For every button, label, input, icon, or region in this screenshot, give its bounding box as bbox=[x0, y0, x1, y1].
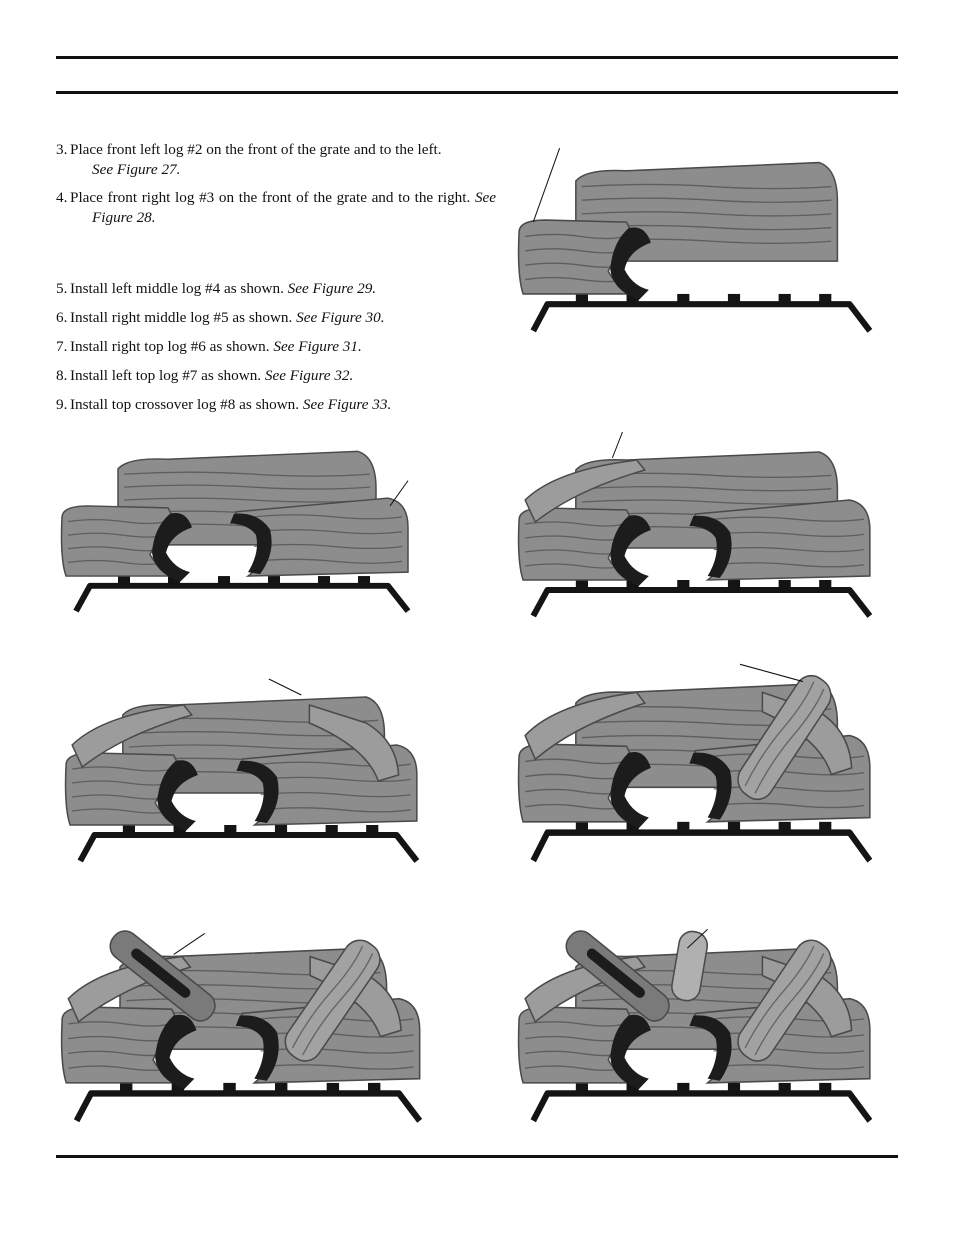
log-set-illustration bbox=[515, 430, 880, 620]
figure-reference: See Figure 33. bbox=[302, 396, 392, 413]
header-rule-top bbox=[56, 56, 898, 59]
step-number: 7. bbox=[56, 338, 68, 355]
log-set-illustration bbox=[58, 430, 418, 615]
leader-line bbox=[533, 148, 559, 222]
log-set-illustration bbox=[515, 140, 880, 335]
grate bbox=[533, 294, 870, 331]
figure-32-log-set bbox=[58, 925, 430, 1125]
leader-line bbox=[740, 664, 803, 681]
grate bbox=[80, 825, 417, 861]
leader-line bbox=[269, 679, 301, 695]
step-9 bbox=[56, 395, 496, 415]
log-set-illustration bbox=[515, 925, 880, 1125]
figure-reference: See Figure 27. bbox=[92, 161, 181, 178]
figure-reference: See Figure 31. bbox=[273, 338, 362, 355]
step-number: 9. bbox=[56, 396, 68, 413]
step-number: 3. bbox=[56, 141, 68, 158]
log-front-right bbox=[230, 498, 408, 576]
header-rule-bottom bbox=[56, 91, 898, 94]
figure-31-log-set bbox=[515, 660, 880, 865]
step-3 bbox=[56, 140, 496, 180]
step-4 bbox=[56, 188, 496, 228]
log-front-right bbox=[689, 500, 869, 580]
step-text: Place front right log #3 on the front of the grate and to the right. bbox=[70, 189, 471, 206]
step-number: 6. bbox=[56, 309, 68, 326]
figure-reference: See Figure 28. bbox=[92, 189, 497, 226]
step-text: Install right top log #6 as shown. bbox=[70, 338, 270, 355]
grate bbox=[533, 822, 870, 861]
grate bbox=[77, 1083, 420, 1121]
step-number: 5. bbox=[56, 280, 68, 297]
figure-28-log-set bbox=[58, 430, 418, 615]
step-6 bbox=[56, 308, 496, 328]
figure-reference: See Figure 30. bbox=[296, 309, 385, 326]
footer-rule bbox=[56, 1155, 898, 1158]
instruction-steps bbox=[56, 140, 496, 415]
step-text: Install left top log #7 as shown. bbox=[70, 367, 262, 384]
step-text: Install top crossover log #8 as shown. bbox=[70, 396, 300, 413]
step-number: 4. bbox=[56, 189, 68, 206]
step-5 bbox=[56, 279, 496, 299]
figure-29-log-set bbox=[515, 430, 880, 620]
figure-30-log-set bbox=[62, 675, 427, 865]
grate bbox=[533, 1083, 870, 1121]
step-text: Place front left log #2 on the front of the grate and to the left. bbox=[70, 141, 442, 158]
log-set-illustration bbox=[515, 660, 880, 865]
figure-reference: See Figure 32. bbox=[264, 367, 354, 384]
grate bbox=[533, 580, 870, 616]
leader-line bbox=[612, 432, 622, 458]
step-7 bbox=[56, 337, 496, 357]
figure-reference: See Figure 29. bbox=[287, 280, 377, 297]
leader-line bbox=[174, 933, 205, 954]
log-set-illustration bbox=[58, 925, 430, 1125]
grate bbox=[76, 576, 408, 611]
figure-33-log-set bbox=[515, 925, 880, 1125]
step-number: 8. bbox=[56, 367, 68, 384]
log-set-illustration bbox=[62, 675, 427, 865]
step-text: Install right middle log #5 as shown. bbox=[70, 309, 293, 326]
figure-27-log-set bbox=[515, 140, 880, 335]
step-text: Install left middle log #4 as shown. bbox=[70, 280, 284, 297]
step-8 bbox=[56, 366, 496, 386]
